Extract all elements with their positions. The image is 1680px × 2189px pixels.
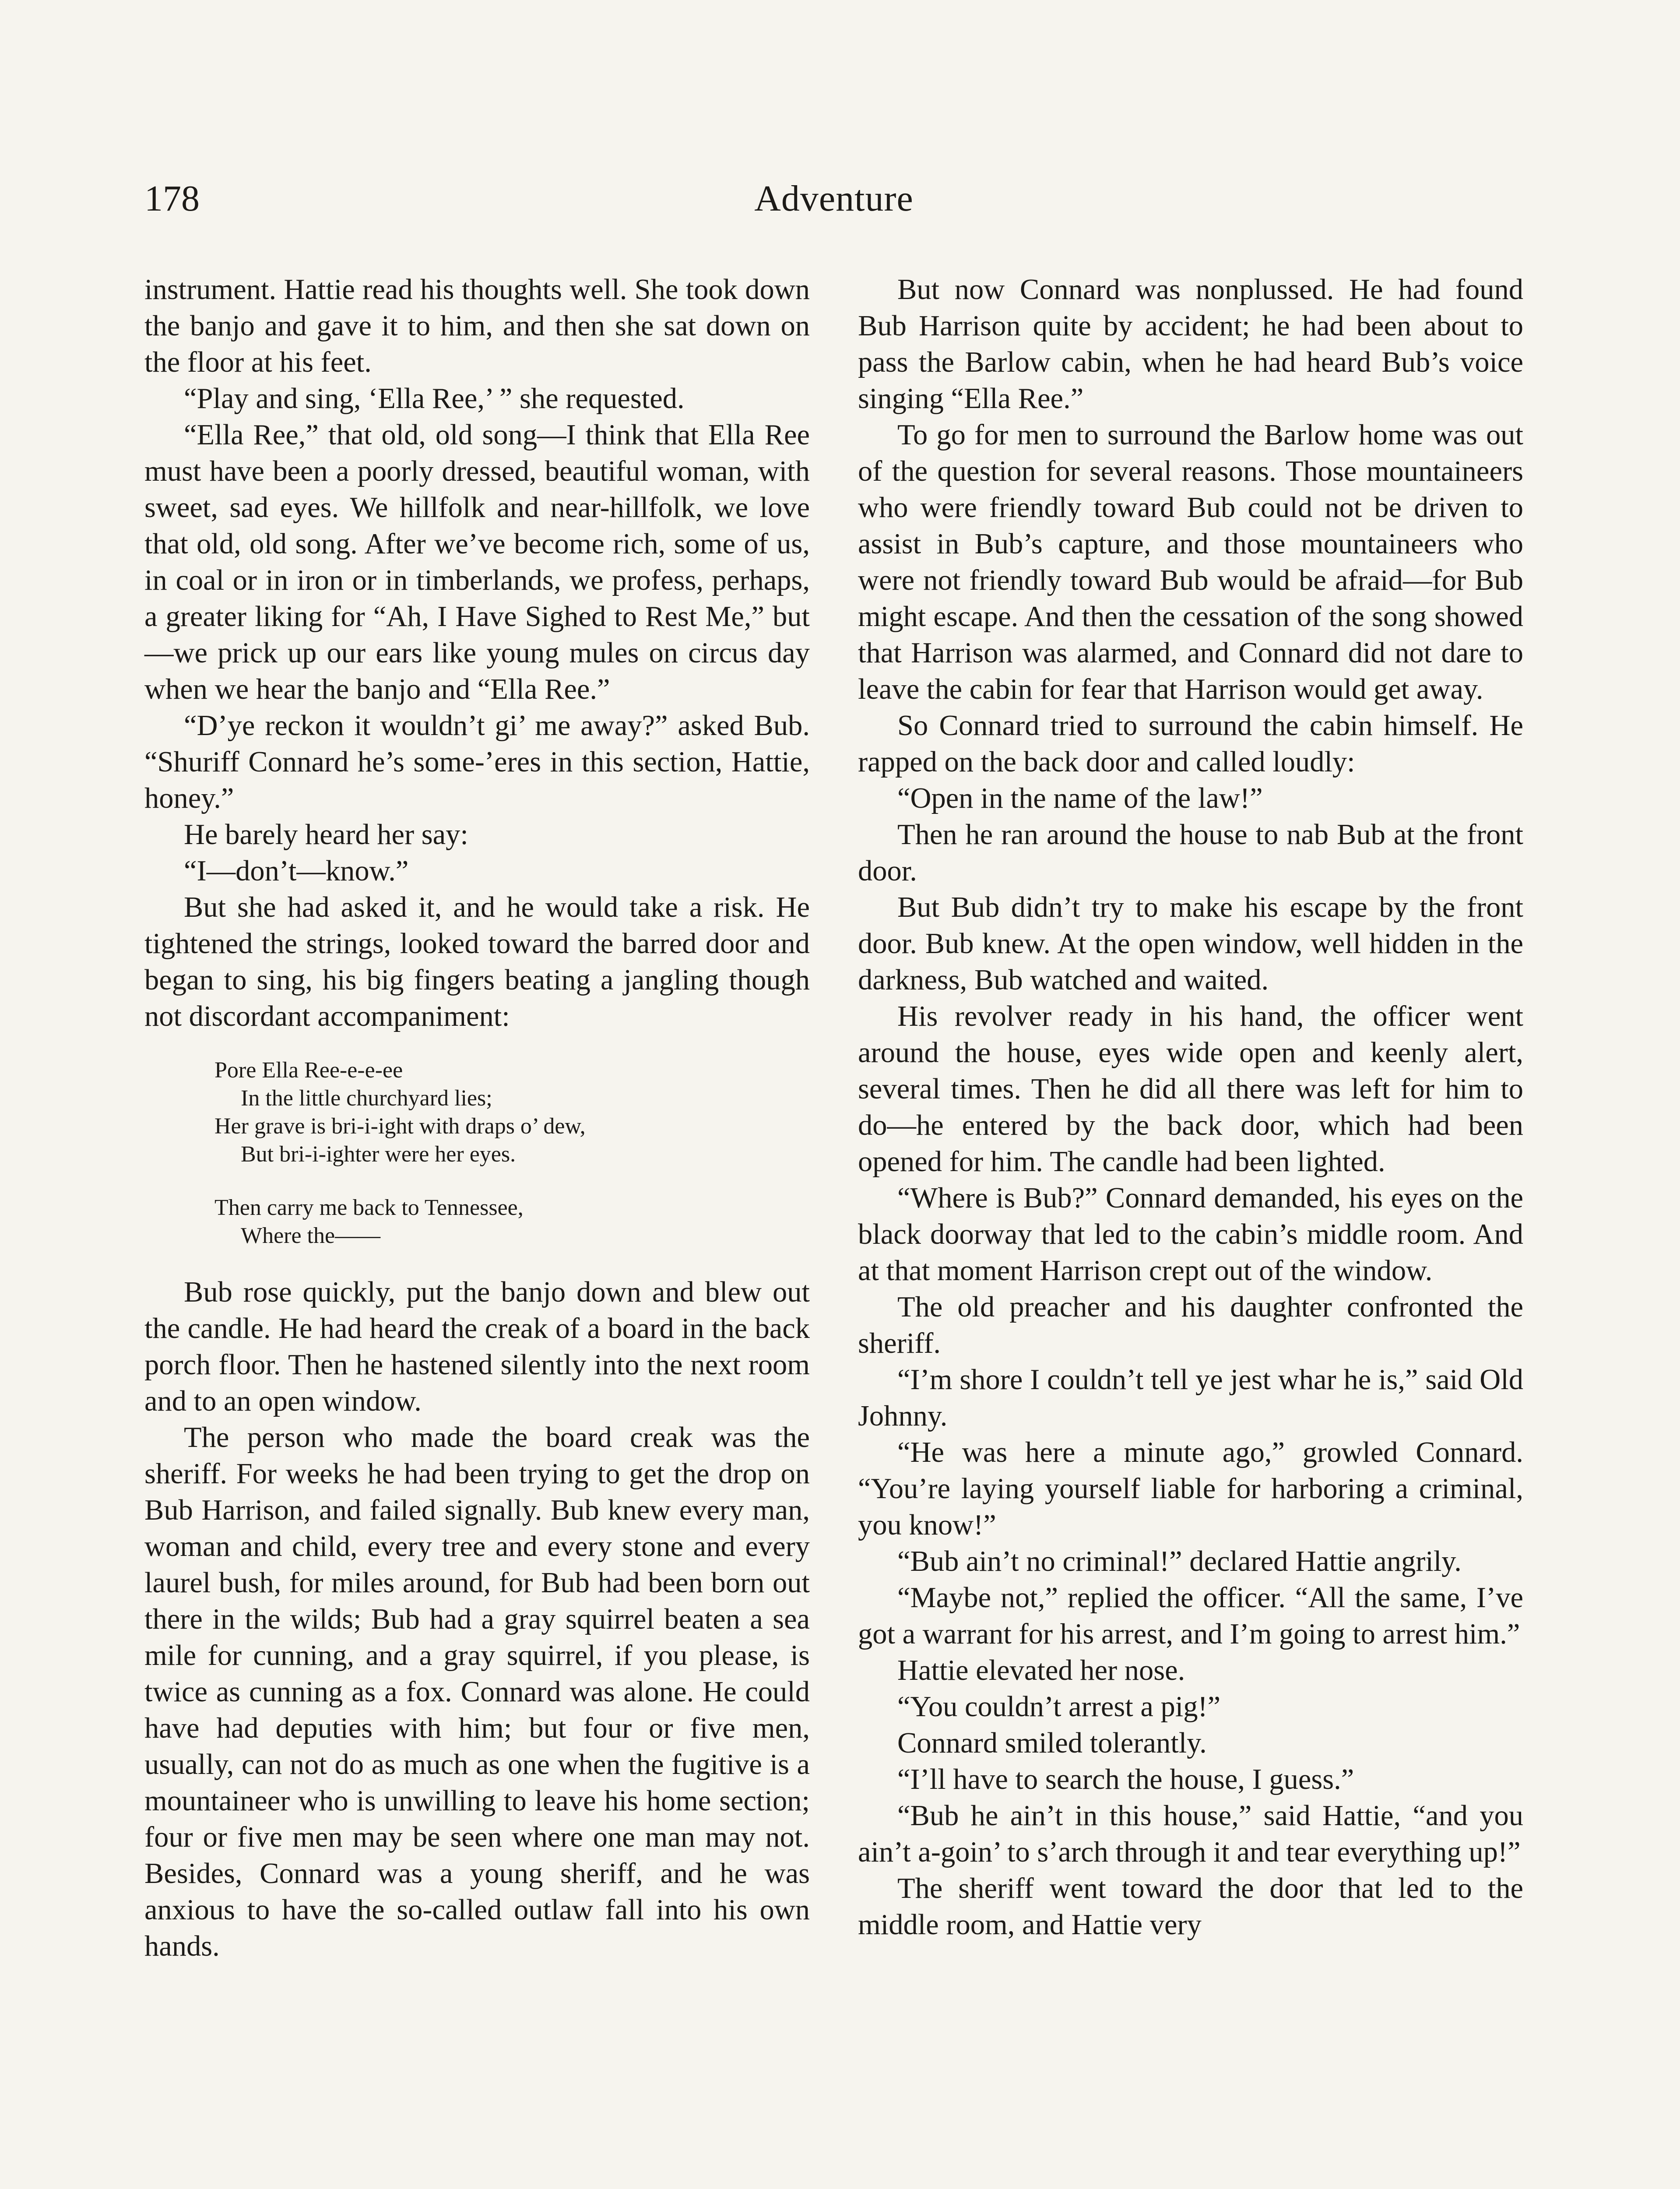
paragraph: Hattie elevated her nose. (897, 1654, 1185, 1686)
paragraph: Then he ran around the house to nab Bub at the front door. (858, 819, 1523, 887)
paragraph: So Connard tried to surround the cabin himself. He rapped on the back door and called loudly: (858, 710, 1523, 778)
verse-line: Her grave is bri-i-ight with draps o’ dew, (214, 1114, 586, 1139)
paragraph: The sheriff went toward the door that led to the middle room, and Hattie very (858, 1872, 1523, 1941)
paragraph: “Maybe not,” replied the officer. “All the same, I’ve got a warrant for his arrest, and I’m going to arrest him.” (858, 1582, 1523, 1650)
paragraph: “Bub he ain’t in this house,” said Hattie, “and you ain’t a-goin’ to s’arch through it and tear everything up!” (858, 1800, 1523, 1868)
song-verse (214, 1056, 810, 1250)
paragraph: But now Connard was nonplussed. He had found Bub Harrison quite by accident; he had been about to pass the Barlow cabin, when he had heard Bub’s voice singing “Ella Ree.” (858, 274, 1523, 415)
paragraph: “Open in the name of the law!” (897, 782, 1263, 814)
left-paragraphs-after-verse (144, 1274, 810, 1964)
right-column (858, 271, 1523, 1943)
page-number: 178 (144, 178, 200, 219)
left-column (144, 271, 810, 1964)
verse-line: Pore Ella Ree-e-e-ee (214, 1058, 403, 1083)
paragraph: But she had asked it, and he would take a risk. He tightened the strings, looked toward the barred door and began to sing, his big fingers beating a jangling though not discordant accompaniment: (144, 891, 810, 1032)
left-paragraphs-before-verse (144, 271, 810, 1035)
paragraph: instrument. Hattie read his thoughts well. She took down the banjo and gave it to him, and then she sat down on the floor at his feet. (144, 274, 810, 378)
verse-stanza (214, 1194, 810, 1250)
running-title: Adventure (754, 178, 914, 219)
paragraph: The person who made the board creak was the sheriff. For weeks he had been trying to get the drop on Bub Harrison, and failed signally. Bub knew every man, woman and child, every tree and every stone and every laurel bush, for miles around, for Bub had been born out there in the wilds; Bub had a gray squirrel beaten a sea mile for cunning, and a gray squirrel, if you please, is twice as cunning as a fox. Connard was alone. He could have had deputies with him; but four or five men, usually, can not do as much as one when the fugitive is a mountaineer who is unwilling to leave his home section; four or five men may be seen where one man may not. Besides, Connard was a young sheriff, and he was anxious to have the so-called outlaw fall into his own hands. (144, 1422, 810, 1962)
paragraph: “Ella Ree,” that old, old song—I think that Ella Ree must have been a poorly dressed, beautiful woman, with sweet, sad eyes. We hillfolk and near-hillfolk, we love that old, old song. After we’ve become rich, some of us, in coal or in iron or in timberlands, we profess, perhaps, a greater liking for “Ah, I Have Sighed to Rest Me,” but—we prick up our ears like young mules on circus day when we hear the banjo and “Ella Ree.” (144, 419, 810, 705)
paragraph: Connard smiled tolerantly. (897, 1727, 1207, 1759)
paragraph: “He was here a minute ago,” growled Connard. “You’re laying yourself liable for harboring a criminal, you know!” (858, 1436, 1523, 1541)
paragraph: “You couldn’t arrest a pig!” (897, 1691, 1221, 1723)
verse-stanza (214, 1056, 810, 1168)
paragraph: The old preacher and his daughter confronted the sheriff. (858, 1291, 1523, 1359)
paragraph: “Play and sing, ‘Ella Ree,’ ” she requested. (184, 383, 685, 415)
paragraph: To go for men to surround the Barlow home was out of the question for several reasons. Those mountaineers who were friendly toward Bub could not be driven to assist in Bub’s capture, and those mountaineers who were not friendly toward Bub would be afraid—for Bub might escape. And then the cessation of the song showed that Harrison was alarmed, and Connard did not dare to leave the cabin for fear that Harrison would get away. (858, 419, 1523, 705)
verse-line: In the little churchyard lies; (241, 1086, 492, 1111)
paragraph: Bub rose quickly, put the banjo down and blew out the candle. He had heard the creak of a board in the back porch floor. Then he hastened silently into the next room and to an open window. (144, 1276, 810, 1417)
paragraph: But Bub didn’t try to make his escape by the front door. Bub knew. At the open window, well hidden in the darkness, Bub watched and waited. (858, 891, 1523, 996)
verse-line: Where the—— (241, 1223, 381, 1248)
paragraph: “Bub ain’t no criminal!” declared Hattie angrily. (897, 1545, 1462, 1577)
paragraph: “I’m shore I couldn’t tell ye jest whar he is,” said Old Johnny. (858, 1364, 1523, 1432)
paragraph: “I’ll have to search the house, I guess.” (897, 1763, 1354, 1795)
paragraph: He barely heard her say: (184, 819, 468, 851)
verse-line: Then carry me back to Tennessee, (214, 1195, 524, 1220)
page-header (144, 177, 1523, 234)
paragraph: “D’ye reckon it wouldn’t gi’ me away?” asked Bub. “Shuriff Connard he’s some-’eres in this section, Hattie, honey.” (144, 710, 810, 814)
paragraph: “I—don’t—know.” (184, 855, 409, 887)
paragraph: His revolver ready in his hand, the officer went around the house, eyes wide open and keenly alert, several times. Then he did all there was left for him to do—he entered by the back door, which had been opened for him. The candle had been lighted. (858, 1000, 1523, 1178)
verse-line: But bri-i-ighter were her eyes. (241, 1142, 516, 1167)
paragraph: “Where is Bub?” Connard demanded, his eyes on the black doorway that led to the cabin’s middle room. And at that moment Harrison crept out of the window. (858, 1182, 1523, 1287)
